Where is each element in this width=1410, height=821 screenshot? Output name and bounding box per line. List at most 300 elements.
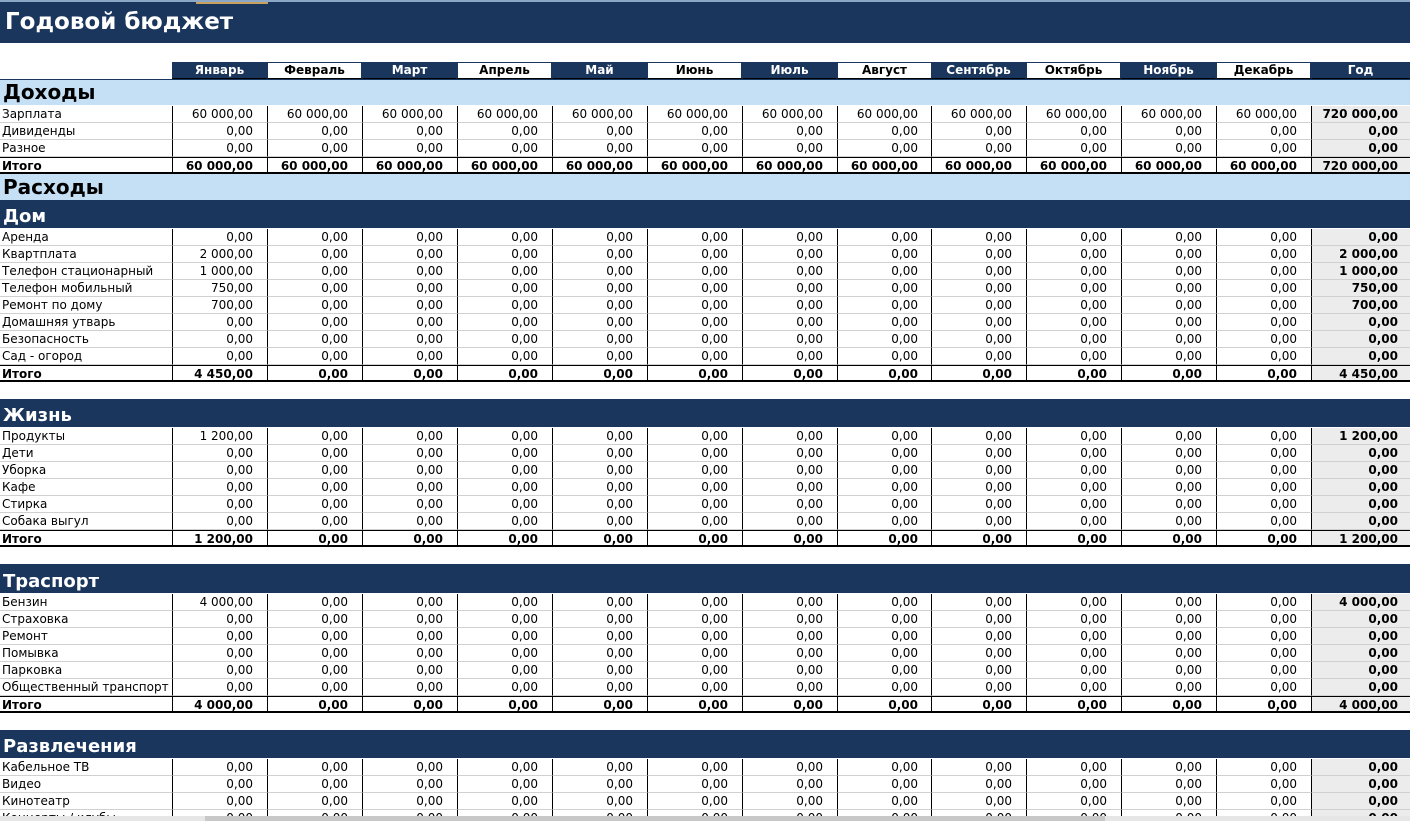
month-cell[interactable]: 60 000,00 <box>552 157 647 174</box>
month-cell[interactable]: 0,00 <box>457 365 552 382</box>
month-cell[interactable]: 0,00 <box>1026 679 1121 696</box>
month-cell[interactable]: 0,00 <box>647 479 742 496</box>
month-cell[interactable]: 0,00 <box>837 496 932 513</box>
month-cell[interactable]: 0,00 <box>267 348 362 365</box>
month-cell[interactable]: 0,00 <box>837 263 932 280</box>
month-cell[interactable]: 0,00 <box>267 513 362 530</box>
month-cell[interactable]: 0,00 <box>742 513 837 530</box>
month-cell[interactable]: 0,00 <box>1026 496 1121 513</box>
month-cell[interactable]: 0,00 <box>457 445 552 462</box>
column-header[interactable]: Год <box>1311 62 1410 79</box>
month-cell[interactable]: 60 000,00 <box>172 157 267 174</box>
row-label[interactable]: Продукты <box>0 428 172 445</box>
row-label[interactable]: Дивиденды <box>0 123 172 140</box>
month-cell[interactable]: 0,00 <box>457 776 552 793</box>
month-cell[interactable]: 0,00 <box>172 645 267 662</box>
month-cell[interactable]: 0,00 <box>931 513 1026 530</box>
row-label[interactable]: Страховка <box>0 611 172 628</box>
month-cell[interactable]: 0,00 <box>172 793 267 810</box>
month-cell[interactable]: 0,00 <box>647 696 742 713</box>
month-cell[interactable]: 0,00 <box>742 123 837 140</box>
month-cell[interactable]: 0,00 <box>1121 679 1216 696</box>
month-cell[interactable]: 0,00 <box>647 662 742 679</box>
month-cell[interactable]: 0,00 <box>742 628 837 645</box>
month-cell[interactable]: 0,00 <box>457 759 552 776</box>
year-total-cell[interactable]: 1 200,00 <box>1311 428 1410 445</box>
month-cell[interactable]: 0,00 <box>742 679 837 696</box>
column-header[interactable]: Февраль <box>267 62 362 79</box>
column-header[interactable]: Март <box>362 62 457 79</box>
month-cell[interactable]: 750,00 <box>172 280 267 297</box>
month-cell[interactable]: 0,00 <box>647 263 742 280</box>
month-cell[interactable]: 0,00 <box>267 229 362 246</box>
month-cell[interactable]: 0,00 <box>362 331 457 348</box>
row-label[interactable]: Разное <box>0 140 172 157</box>
column-header[interactable]: Октябрь <box>1026 62 1121 79</box>
year-total-cell[interactable]: 0,00 <box>1311 348 1410 365</box>
month-cell[interactable]: 0,00 <box>1026 263 1121 280</box>
row-label[interactable]: Парковка <box>0 662 172 679</box>
month-cell[interactable]: 0,00 <box>837 428 932 445</box>
month-cell[interactable]: 0,00 <box>742 428 837 445</box>
month-cell[interactable]: 0,00 <box>362 280 457 297</box>
month-cell[interactable]: 0,00 <box>647 594 742 611</box>
month-cell[interactable]: 0,00 <box>1216 513 1311 530</box>
month-cell[interactable]: 0,00 <box>457 331 552 348</box>
month-cell[interactable]: 0,00 <box>1026 793 1121 810</box>
month-cell[interactable]: 0,00 <box>172 445 267 462</box>
month-cell[interactable]: 0,00 <box>837 645 932 662</box>
month-cell[interactable]: 0,00 <box>1216 496 1311 513</box>
month-cell[interactable]: 0,00 <box>1121 428 1216 445</box>
month-cell[interactable]: 0,00 <box>267 479 362 496</box>
month-cell[interactable]: 0,00 <box>837 696 932 713</box>
month-cell[interactable]: 0,00 <box>931 611 1026 628</box>
column-header[interactable]: Апрель <box>457 62 552 79</box>
month-cell[interactable]: 0,00 <box>931 140 1026 157</box>
month-cell[interactable]: 0,00 <box>742 759 837 776</box>
month-cell[interactable]: 0,00 <box>647 314 742 331</box>
month-cell[interactable]: 0,00 <box>1026 123 1121 140</box>
month-cell[interactable]: 0,00 <box>1121 314 1216 331</box>
month-cell[interactable]: 0,00 <box>742 365 837 382</box>
month-cell[interactable]: 0,00 <box>362 611 457 628</box>
column-header[interactable]: Декабрь <box>1216 62 1311 79</box>
month-cell[interactable]: 0,00 <box>837 776 932 793</box>
row-label[interactable]: Телефон мобильный <box>0 280 172 297</box>
month-cell[interactable]: 0,00 <box>837 662 932 679</box>
month-cell[interactable]: 0,00 <box>457 140 552 157</box>
month-cell[interactable]: 0,00 <box>931 331 1026 348</box>
month-cell[interactable]: 0,00 <box>457 496 552 513</box>
month-cell[interactable]: 4 000,00 <box>172 594 267 611</box>
month-cell[interactable]: 0,00 <box>1026 140 1121 157</box>
month-cell[interactable]: 0,00 <box>742 280 837 297</box>
month-cell[interactable]: 0,00 <box>837 759 932 776</box>
month-cell[interactable]: 0,00 <box>931 479 1026 496</box>
month-cell[interactable]: 0,00 <box>362 479 457 496</box>
month-cell[interactable]: 0,00 <box>837 462 932 479</box>
month-cell[interactable]: 0,00 <box>742 263 837 280</box>
year-total-cell[interactable]: 1 000,00 <box>1311 263 1410 280</box>
month-cell[interactable]: 0,00 <box>457 611 552 628</box>
month-cell[interactable]: 0,00 <box>267 759 362 776</box>
month-cell[interactable]: 0,00 <box>172 479 267 496</box>
month-cell[interactable]: 0,00 <box>1216 246 1311 263</box>
month-cell[interactable]: 0,00 <box>362 462 457 479</box>
month-cell[interactable]: 0,00 <box>457 428 552 445</box>
month-cell[interactable]: 0,00 <box>1216 297 1311 314</box>
month-cell[interactable]: 0,00 <box>1026 611 1121 628</box>
month-cell[interactable]: 60 000,00 <box>1121 157 1216 174</box>
month-cell[interactable]: 0,00 <box>931 462 1026 479</box>
month-cell[interactable]: 0,00 <box>457 628 552 645</box>
month-cell[interactable]: 0,00 <box>647 513 742 530</box>
month-cell[interactable]: 0,00 <box>457 696 552 713</box>
month-cell[interactable]: 0,00 <box>457 645 552 662</box>
row-label[interactable]: Зарплата <box>0 106 172 123</box>
month-cell[interactable]: 0,00 <box>267 530 362 547</box>
month-cell[interactable]: 0,00 <box>1216 696 1311 713</box>
month-cell[interactable]: 0,00 <box>647 793 742 810</box>
year-total-cell[interactable]: 0,00 <box>1311 479 1410 496</box>
month-cell[interactable]: 0,00 <box>931 594 1026 611</box>
row-label[interactable]: Безопасность <box>0 331 172 348</box>
month-cell[interactable]: 0,00 <box>931 428 1026 445</box>
month-cell[interactable]: 0,00 <box>1121 348 1216 365</box>
month-cell[interactable]: 0,00 <box>837 229 932 246</box>
month-cell[interactable]: 0,00 <box>931 679 1026 696</box>
month-cell[interactable]: 0,00 <box>172 140 267 157</box>
month-cell[interactable]: 0,00 <box>647 645 742 662</box>
month-cell[interactable]: 0,00 <box>1026 331 1121 348</box>
month-cell[interactable]: 0,00 <box>742 229 837 246</box>
month-cell[interactable]: 0,00 <box>172 776 267 793</box>
month-cell[interactable]: 60 000,00 <box>647 106 742 123</box>
month-cell[interactable]: 0,00 <box>1216 462 1311 479</box>
month-cell[interactable]: 0,00 <box>362 662 457 679</box>
year-total-cell[interactable]: 0,00 <box>1311 496 1410 513</box>
month-cell[interactable]: 0,00 <box>742 611 837 628</box>
month-cell[interactable]: 0,00 <box>267 331 362 348</box>
month-cell[interactable]: 0,00 <box>647 331 742 348</box>
month-cell[interactable]: 0,00 <box>647 280 742 297</box>
month-cell[interactable]: 0,00 <box>457 229 552 246</box>
month-cell[interactable]: 0,00 <box>362 229 457 246</box>
month-cell[interactable]: 0,00 <box>647 229 742 246</box>
month-cell[interactable]: 60 000,00 <box>362 157 457 174</box>
month-cell[interactable]: 0,00 <box>647 496 742 513</box>
row-label[interactable]: Видео <box>0 776 172 793</box>
row-label[interactable]: Итого <box>0 365 172 382</box>
month-cell[interactable]: 0,00 <box>647 297 742 314</box>
month-cell[interactable]: 0,00 <box>362 314 457 331</box>
month-cell[interactable]: 0,00 <box>267 696 362 713</box>
month-cell[interactable]: 0,00 <box>267 123 362 140</box>
month-cell[interactable]: 0,00 <box>1121 611 1216 628</box>
month-cell[interactable]: 0,00 <box>742 662 837 679</box>
month-cell[interactable]: 0,00 <box>552 759 647 776</box>
month-cell[interactable]: 0,00 <box>931 280 1026 297</box>
month-cell[interactable]: 0,00 <box>172 331 267 348</box>
month-cell[interactable]: 0,00 <box>552 123 647 140</box>
month-cell[interactable]: 0,00 <box>742 776 837 793</box>
month-cell[interactable]: 60 000,00 <box>457 106 552 123</box>
month-cell[interactable]: 0,00 <box>1216 263 1311 280</box>
month-cell[interactable]: 0,00 <box>1216 365 1311 382</box>
month-cell[interactable]: 0,00 <box>1026 428 1121 445</box>
month-cell[interactable]: 0,00 <box>1216 679 1311 696</box>
row-label[interactable]: Дети <box>0 445 172 462</box>
month-cell[interactable]: 0,00 <box>1121 297 1216 314</box>
month-cell[interactable]: 0,00 <box>1026 662 1121 679</box>
month-cell[interactable]: 60 000,00 <box>1216 157 1311 174</box>
month-cell[interactable]: 0,00 <box>362 793 457 810</box>
month-cell[interactable]: 0,00 <box>552 776 647 793</box>
month-cell[interactable]: 0,00 <box>172 611 267 628</box>
month-cell[interactable]: 0,00 <box>267 314 362 331</box>
month-cell[interactable]: 0,00 <box>552 530 647 547</box>
month-cell[interactable]: 0,00 <box>1216 611 1311 628</box>
month-cell[interactable]: 0,00 <box>837 140 932 157</box>
scrollbar-thumb[interactable] <box>205 816 1105 821</box>
month-cell[interactable]: 0,00 <box>1216 793 1311 810</box>
month-cell[interactable]: 0,00 <box>172 679 267 696</box>
month-cell[interactable]: 0,00 <box>552 365 647 382</box>
month-cell[interactable]: 0,00 <box>931 645 1026 662</box>
year-total-cell[interactable]: 0,00 <box>1311 679 1410 696</box>
year-total-cell[interactable]: 0,00 <box>1311 662 1410 679</box>
month-cell[interactable]: 0,00 <box>457 246 552 263</box>
month-cell[interactable]: 0,00 <box>552 679 647 696</box>
month-cell[interactable]: 0,00 <box>1121 280 1216 297</box>
month-cell[interactable]: 60 000,00 <box>267 106 362 123</box>
month-cell[interactable]: 0,00 <box>362 594 457 611</box>
month-cell[interactable]: 0,00 <box>931 696 1026 713</box>
month-cell[interactable]: 0,00 <box>172 662 267 679</box>
month-cell[interactable]: 0,00 <box>742 530 837 547</box>
month-cell[interactable]: 0,00 <box>457 662 552 679</box>
month-cell[interactable]: 0,00 <box>1121 628 1216 645</box>
year-total-cell[interactable]: 0,00 <box>1311 123 1410 140</box>
month-cell[interactable]: 0,00 <box>552 696 647 713</box>
month-cell[interactable]: 4 000,00 <box>172 696 267 713</box>
month-cell[interactable]: 0,00 <box>647 611 742 628</box>
month-cell[interactable]: 0,00 <box>742 793 837 810</box>
month-cell[interactable]: 0,00 <box>267 776 362 793</box>
month-cell[interactable]: 0,00 <box>837 679 932 696</box>
year-total-cell[interactable]: 2 000,00 <box>1311 246 1410 263</box>
month-cell[interactable]: 0,00 <box>1121 793 1216 810</box>
year-total-cell[interactable]: 4 000,00 <box>1311 696 1410 713</box>
month-cell[interactable]: 0,00 <box>1026 445 1121 462</box>
month-cell[interactable]: 0,00 <box>1216 314 1311 331</box>
month-cell[interactable]: 0,00 <box>172 462 267 479</box>
month-cell[interactable]: 0,00 <box>267 496 362 513</box>
month-cell[interactable]: 60 000,00 <box>647 157 742 174</box>
year-total-cell[interactable]: 1 200,00 <box>1311 530 1410 547</box>
month-cell[interactable]: 0,00 <box>362 496 457 513</box>
month-cell[interactable]: 0,00 <box>267 263 362 280</box>
month-cell[interactable]: 0,00 <box>1216 645 1311 662</box>
month-cell[interactable]: 0,00 <box>1216 140 1311 157</box>
month-cell[interactable]: 0,00 <box>457 462 552 479</box>
month-cell[interactable]: 0,00 <box>172 229 267 246</box>
month-cell[interactable]: 0,00 <box>742 348 837 365</box>
month-cell[interactable]: 0,00 <box>647 530 742 547</box>
month-cell[interactable]: 0,00 <box>1026 246 1121 263</box>
column-header[interactable]: Май <box>552 62 647 79</box>
year-total-cell[interactable]: 4 000,00 <box>1311 594 1410 611</box>
row-label[interactable]: Уборка <box>0 462 172 479</box>
month-cell[interactable]: 0,00 <box>931 628 1026 645</box>
month-cell[interactable]: 60 000,00 <box>1121 106 1216 123</box>
month-cell[interactable]: 0,00 <box>742 445 837 462</box>
year-total-cell[interactable]: 0,00 <box>1311 793 1410 810</box>
month-cell[interactable]: 60 000,00 <box>362 106 457 123</box>
month-cell[interactable]: 0,00 <box>837 246 932 263</box>
month-cell[interactable]: 0,00 <box>1026 280 1121 297</box>
month-cell[interactable]: 0,00 <box>647 348 742 365</box>
year-total-cell[interactable]: 0,00 <box>1311 759 1410 776</box>
month-cell[interactable]: 0,00 <box>742 479 837 496</box>
month-cell[interactable]: 0,00 <box>742 645 837 662</box>
month-cell[interactable]: 0,00 <box>1121 331 1216 348</box>
month-cell[interactable]: 0,00 <box>647 140 742 157</box>
month-cell[interactable]: 0,00 <box>1026 297 1121 314</box>
month-cell[interactable]: 0,00 <box>267 594 362 611</box>
year-total-cell[interactable]: 0,00 <box>1311 229 1410 246</box>
month-cell[interactable]: 0,00 <box>1026 776 1121 793</box>
month-cell[interactable]: 0,00 <box>837 280 932 297</box>
month-cell[interactable]: 0,00 <box>267 428 362 445</box>
month-cell[interactable]: 0,00 <box>931 348 1026 365</box>
month-cell[interactable]: 1 200,00 <box>172 530 267 547</box>
row-label[interactable]: Стирка <box>0 496 172 513</box>
month-cell[interactable]: 0,00 <box>1026 462 1121 479</box>
month-cell[interactable]: 0,00 <box>267 297 362 314</box>
month-cell[interactable]: 0,00 <box>1026 594 1121 611</box>
month-cell[interactable]: 0,00 <box>931 776 1026 793</box>
month-cell[interactable]: 0,00 <box>1026 348 1121 365</box>
month-cell[interactable]: 0,00 <box>267 645 362 662</box>
month-cell[interactable]: 0,00 <box>552 462 647 479</box>
month-cell[interactable]: 0,00 <box>457 679 552 696</box>
column-header[interactable]: Июль <box>742 62 837 79</box>
month-cell[interactable]: 0,00 <box>837 348 932 365</box>
month-cell[interactable]: 0,00 <box>1026 365 1121 382</box>
month-cell[interactable]: 60 000,00 <box>1026 106 1121 123</box>
month-cell[interactable]: 0,00 <box>362 348 457 365</box>
month-cell[interactable]: 0,00 <box>552 445 647 462</box>
year-total-cell[interactable]: 4 450,00 <box>1311 365 1410 382</box>
month-cell[interactable]: 0,00 <box>552 229 647 246</box>
year-total-cell[interactable]: 720 000,00 <box>1311 106 1410 123</box>
row-label[interactable]: Собака выгул <box>0 513 172 530</box>
month-cell[interactable]: 0,00 <box>1121 530 1216 547</box>
month-cell[interactable]: 0,00 <box>742 496 837 513</box>
month-cell[interactable]: 0,00 <box>1121 513 1216 530</box>
year-total-cell[interactable]: 0,00 <box>1311 331 1410 348</box>
row-label[interactable]: Аренда <box>0 229 172 246</box>
month-cell[interactable]: 0,00 <box>267 793 362 810</box>
month-cell[interactable]: 0,00 <box>552 645 647 662</box>
month-cell[interactable]: 0,00 <box>1121 246 1216 263</box>
month-cell[interactable]: 0,00 <box>552 628 647 645</box>
month-cell[interactable]: 1 200,00 <box>172 428 267 445</box>
month-cell[interactable]: 4 450,00 <box>172 365 267 382</box>
row-label[interactable]: Телефон стационарный <box>0 263 172 280</box>
month-cell[interactable]: 60 000,00 <box>931 157 1026 174</box>
month-cell[interactable]: 0,00 <box>647 462 742 479</box>
row-label[interactable]: Сад - огород <box>0 348 172 365</box>
month-cell[interactable]: 0,00 <box>267 365 362 382</box>
month-cell[interactable]: 0,00 <box>267 628 362 645</box>
month-cell[interactable]: 0,00 <box>552 348 647 365</box>
month-cell[interactable]: 0,00 <box>552 428 647 445</box>
month-cell[interactable]: 0,00 <box>172 759 267 776</box>
year-total-cell[interactable]: 0,00 <box>1311 611 1410 628</box>
month-cell[interactable]: 0,00 <box>362 123 457 140</box>
month-cell[interactable]: 60 000,00 <box>552 106 647 123</box>
month-cell[interactable]: 0,00 <box>172 348 267 365</box>
month-cell[interactable]: 0,00 <box>742 297 837 314</box>
month-cell[interactable]: 0,00 <box>362 365 457 382</box>
month-cell[interactable]: 0,00 <box>267 246 362 263</box>
year-total-cell[interactable]: 0,00 <box>1311 462 1410 479</box>
month-cell[interactable]: 0,00 <box>1026 229 1121 246</box>
month-cell[interactable]: 0,00 <box>552 280 647 297</box>
year-total-cell[interactable]: 0,00 <box>1311 314 1410 331</box>
row-label[interactable]: Кинотеатр <box>0 793 172 810</box>
month-cell[interactable]: 0,00 <box>1121 123 1216 140</box>
month-cell[interactable]: 60 000,00 <box>742 157 837 174</box>
month-cell[interactable]: 0,00 <box>1216 530 1311 547</box>
month-cell[interactable]: 0,00 <box>362 445 457 462</box>
month-cell[interactable]: 0,00 <box>1121 594 1216 611</box>
month-cell[interactable]: 0,00 <box>457 530 552 547</box>
month-cell[interactable]: 0,00 <box>457 348 552 365</box>
month-cell[interactable]: 0,00 <box>172 513 267 530</box>
month-cell[interactable]: 0,00 <box>742 462 837 479</box>
month-cell[interactable]: 0,00 <box>1121 496 1216 513</box>
year-total-cell[interactable]: 0,00 <box>1311 645 1410 662</box>
month-cell[interactable]: 0,00 <box>742 314 837 331</box>
month-cell[interactable]: 0,00 <box>457 314 552 331</box>
month-cell[interactable]: 0,00 <box>647 776 742 793</box>
month-cell[interactable]: 0,00 <box>267 280 362 297</box>
month-cell[interactable]: 60 000,00 <box>837 106 932 123</box>
month-cell[interactable]: 0,00 <box>552 496 647 513</box>
month-cell[interactable]: 0,00 <box>172 628 267 645</box>
month-cell[interactable]: 0,00 <box>1026 645 1121 662</box>
month-cell[interactable]: 0,00 <box>552 246 647 263</box>
row-label[interactable]: Итого <box>0 157 172 174</box>
row-label[interactable]: Помывка <box>0 645 172 662</box>
row-label[interactable]: Общественный транспорт <box>0 679 172 696</box>
month-cell[interactable]: 0,00 <box>362 696 457 713</box>
column-header[interactable]: Июнь <box>647 62 742 79</box>
month-cell[interactable]: 0,00 <box>552 611 647 628</box>
month-cell[interactable]: 0,00 <box>1216 759 1311 776</box>
month-cell[interactable]: 60 000,00 <box>1026 157 1121 174</box>
month-cell[interactable]: 0,00 <box>931 246 1026 263</box>
month-cell[interactable]: 0,00 <box>1216 280 1311 297</box>
year-total-cell[interactable]: 720 000,00 <box>1311 157 1410 174</box>
column-header[interactable]: Ноябрь <box>1121 62 1216 79</box>
month-cell[interactable]: 0,00 <box>362 679 457 696</box>
month-cell[interactable]: 0,00 <box>552 793 647 810</box>
